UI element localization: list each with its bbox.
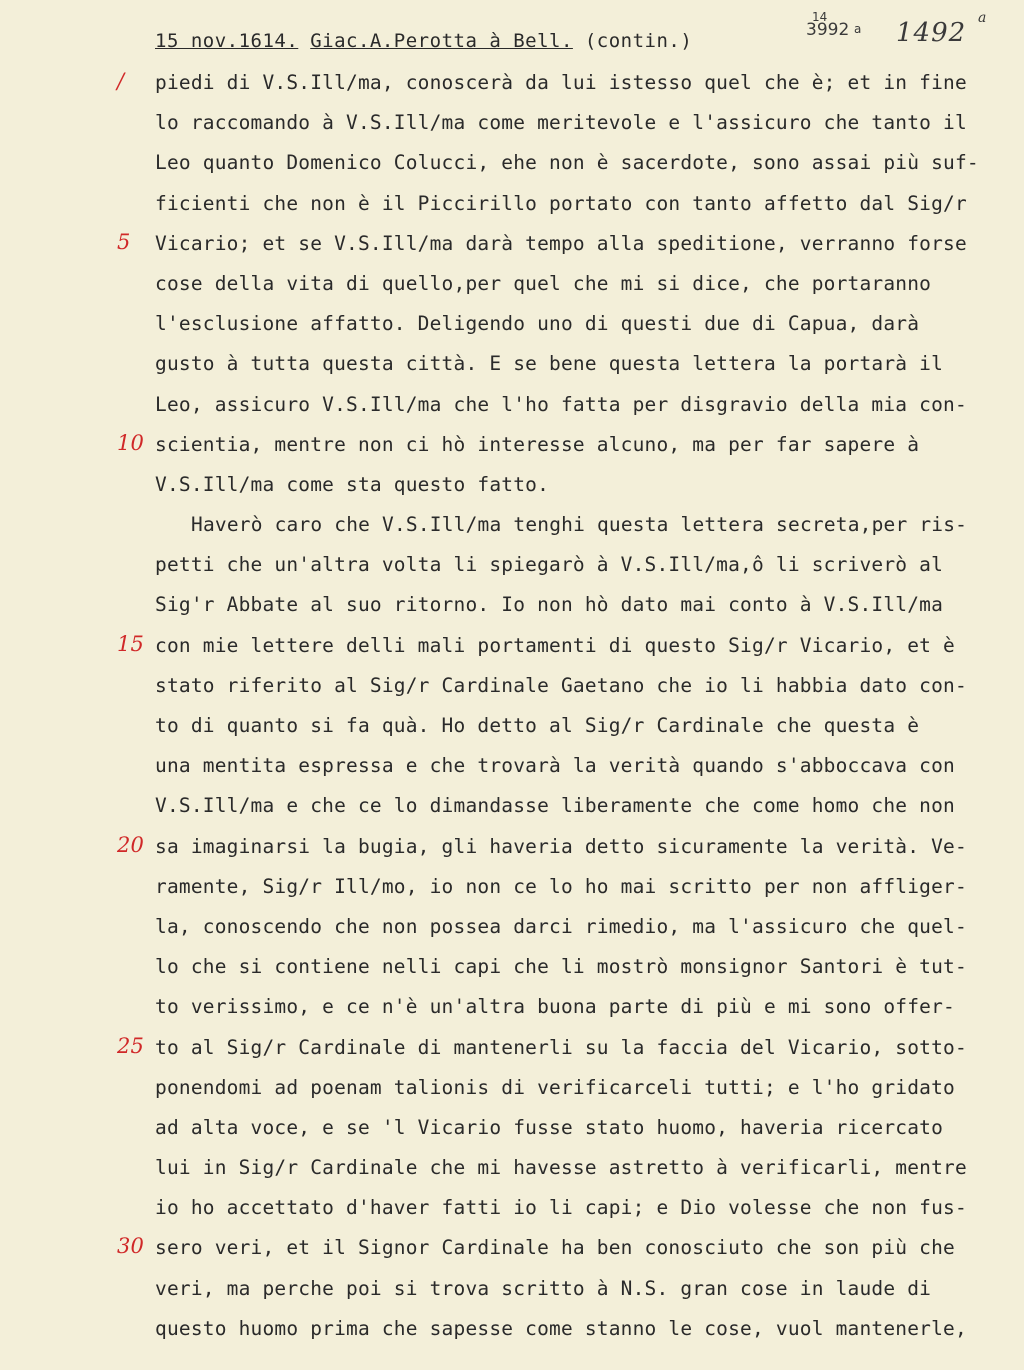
folio-number-new [896, 10, 988, 48]
margin-line-number: / [117, 69, 125, 93]
margin-line-number: 5 [117, 229, 131, 254]
line-text: stato riferito al Sig/r Cardinale Gaetano che io li habbia dato con- [155, 673, 967, 697]
line-text: ponendomi ad poenam talionis di verificarceli tutti; e l'ho gridato [155, 1075, 955, 1099]
text-line [117, 69, 1005, 110]
text-line [117, 430, 1005, 472]
line-text: ficienti che non è il Piccirillo portato con tanto affetto dal Sig/r [155, 191, 967, 215]
text-line [155, 793, 1005, 833]
line-text: con mie lettere delli mali portamenti di questo Sig/r Vicario, et è [155, 633, 955, 657]
line-text: sa imaginarsi la bugia, gli haveria detto sicuramente la verità. Ve- [155, 834, 967, 858]
line-text: Haverò caro che V.S.Ill/ma tenghi questa lettera secreta,per ris- [191, 513, 968, 537]
folio-old-top: 14 [812, 10, 828, 24]
line-text: V.S.Ill/ma come sta questo fatto. [155, 472, 550, 496]
line-text: Leo, assicuro V.S.Ill/ma che l'ho fatta per disgravio della mia con- [155, 392, 967, 416]
text-line [117, 631, 1005, 673]
text-line [155, 994, 1005, 1034]
line-text: to verissimo, e ce n'è un'altra buona parte di più e mi sono offer- [155, 995, 955, 1019]
line-text: lui in Sig/r Cardinale che mi havesse astretto à verificarli, mentre [155, 1156, 967, 1180]
text-line [155, 874, 1005, 914]
line-text: Vicario; et se V.S.Ill/ma darà tempo alla speditione, verranno forse [155, 231, 967, 255]
margin-line-number: 15 [117, 631, 145, 656]
line-text: l'esclusione affatto. Deligendo uno di questi due di Capua, darà [155, 312, 920, 336]
margin-line-number: 30 [117, 1234, 145, 1259]
line-text: lo raccomando à V.S.Ill/ma come meritevole e l'assicuro che tanto il [155, 111, 967, 135]
folio-new-value: 1492 [896, 18, 967, 48]
line-text: V.S.Ill/ma e che ce lo dimandasse liberamente che come homo che non [155, 794, 955, 818]
margin-line-number: 25 [117, 1033, 145, 1058]
header-date: 15 nov.1614. [155, 30, 299, 52]
text-line [155, 271, 1005, 311]
text-line [117, 1234, 1005, 1275]
line-text: to di quanto si fa quà. Ho detto al Sig/r Cardinale che questa è [155, 714, 920, 737]
text-line [155, 914, 1005, 954]
line-text: to al Sig/r Cardinale di mantenerli su la faccia del Vicario, sotto- [155, 1035, 967, 1059]
text-line [155, 753, 1005, 793]
text-line [155, 311, 1005, 351]
line-text: Leo quanto Domenico Colucci, ehe non è sacerdote, sono assai più suf- [155, 151, 979, 175]
line-text: scientia, mentre non ci hò interesse alcuno, ma per far sapere à [155, 432, 920, 456]
line-text: sero veri, et il Signor Cardinale ha ben conosciuto che son più che [155, 1236, 955, 1260]
folio-old-value: 3992 [806, 20, 850, 40]
line-text: petti che un'altra volta li spiegarò à V.S.Ill/ma,ô li scriverò al [155, 553, 944, 577]
text-line [155, 1316, 1005, 1356]
folio-new-sup: a [978, 10, 988, 26]
text-line [117, 832, 1005, 874]
line-text: cose della vita di quello,per quel che mi si dice, che portaranno [155, 271, 932, 295]
text-line [155, 512, 1005, 552]
header-correspondents: Giac.A.Perotta à Bell. [310, 30, 573, 52]
text-line [155, 110, 1005, 150]
line-text: veri, ma perche poi si trova scritto à N.S. gran cose in laude di [155, 1276, 932, 1300]
text-line [155, 392, 1005, 432]
line-text: una mentita espressa e che trovarà la verità quando s'abboccava con [155, 754, 955, 778]
text-line [155, 1075, 1005, 1115]
text-line [155, 713, 1005, 753]
text-body [117, 69, 1005, 1356]
text-line [117, 1033, 1005, 1075]
text-line [117, 229, 1005, 271]
page-header [155, 30, 692, 52]
text-line [155, 150, 1005, 190]
text-line [155, 592, 1005, 632]
text-line [155, 954, 1005, 994]
line-text: ramente, Sig/r Ill/mo, io non ce lo ho mai scritto per non affliger- [155, 874, 967, 898]
text-line [155, 1276, 1005, 1316]
text-line [155, 673, 1005, 713]
folio-number-old [806, 10, 862, 40]
line-text: lo che si contiene nelli capi che li mostrò monsignor Santori è tut- [155, 955, 967, 979]
margin-line-number: 10 [117, 430, 145, 455]
line-text: gusto à tutta questa città. E se bene questa lettera la portarà il [155, 352, 944, 376]
line-text: piedi di V.S.Ill/ma, conoscerà da lui istesso quel che è; et in fine [155, 71, 967, 94]
text-line [155, 1155, 1005, 1195]
line-text: Sig'r Abbate al suo ritorno. Io non hò dato mai conto à V.S.Ill/ma [155, 593, 944, 617]
text-line [155, 472, 1005, 512]
text-line [155, 191, 1005, 231]
text-line [155, 351, 1005, 391]
line-text: questo huomo prima che sapesse come stanno le cose, vuol mantenerle, [155, 1316, 967, 1340]
margin-line-number: 20 [117, 832, 145, 857]
line-text: io ho accettato d'haver fatti io li capi; e Dio volesse che non fus- [155, 1196, 967, 1220]
text-line [155, 552, 1005, 592]
line-text: ad alta voce, e se 'l Vicario fusse stato huomo, haveria ricercato [155, 1115, 944, 1139]
header-note: (contin.) [584, 30, 693, 52]
folio-old-sup: a [854, 22, 862, 36]
text-line [155, 1195, 1005, 1235]
text-line [155, 1115, 1005, 1155]
line-text: la, conoscendo che non possea darci rimedio, ma l'assicuro che quel- [155, 914, 967, 938]
